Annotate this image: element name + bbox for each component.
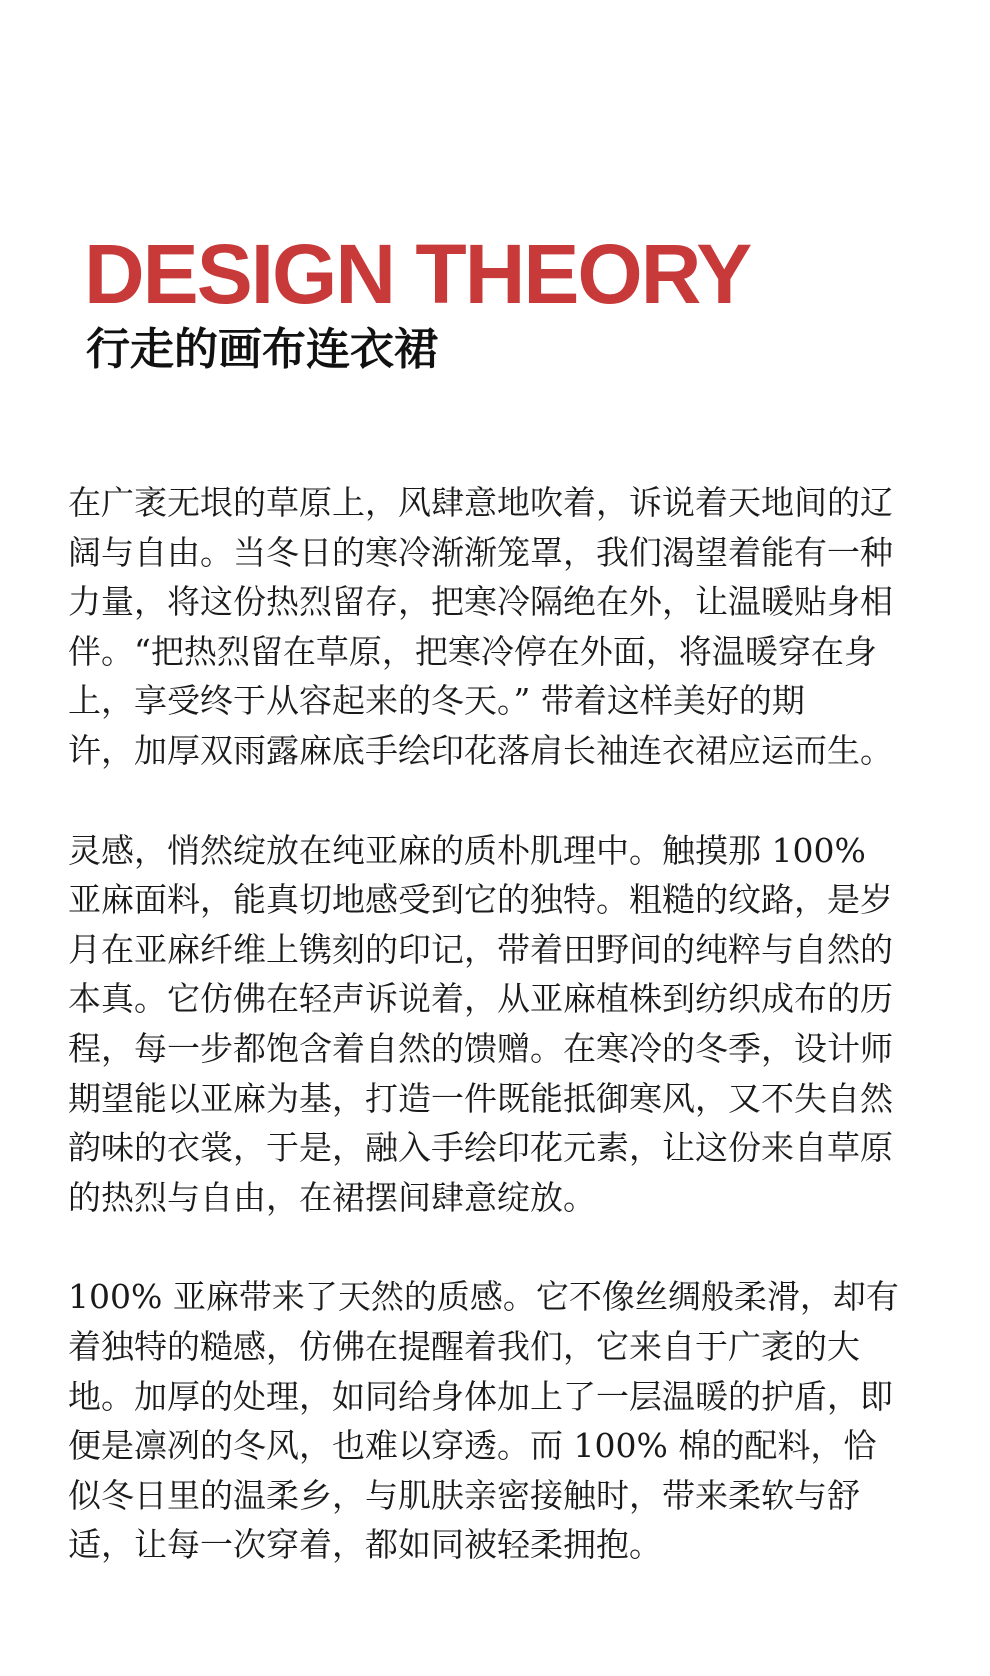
text-line: 灵感，悄然绽放在纯亚麻的质朴肌理中。触摸那 100% xyxy=(68,830,866,870)
paragraph-material xyxy=(68,1272,928,1570)
text-line: 程，每一步都饱含着自然的馈赠。在寒冷的冬季，设计师 xyxy=(68,1028,893,1068)
text-line: 期望能以亚麻为基，打造一件既能抵御寒风，又不失自然 xyxy=(68,1078,893,1118)
article-body xyxy=(68,478,928,1620)
text-line: 便是凛冽的冬风，也难以穿透。而 100% 棉的配料，恰 xyxy=(68,1426,877,1466)
text-line: 似冬日里的温柔乡，与肌肤亲密接触时，带来柔软与舒 xyxy=(68,1475,860,1515)
text-line: 亚麻面料，能真切地感受到它的独特。粗糙的纹路，是岁 xyxy=(68,880,893,920)
text-line: 许，加厚双雨露麻底手绘印花落肩长袖连衣裙应运而生。 xyxy=(68,730,893,770)
text-line: 韵味的衣裳，于是，融入手绘印花元素，让这份来自草原 xyxy=(68,1128,893,1168)
text-line: 力量，将这份热烈留存，把寒冷隔绝在外，让温暖贴身相 xyxy=(68,582,893,622)
text-line: 地。加厚的处理，如同给身体加上了一层温暖的护盾，即 xyxy=(68,1376,893,1416)
text-line: 的热烈与自由，在裙摆间肆意绽放。 xyxy=(68,1177,596,1217)
text-line: 适，让每一次穿着，都如同被轻柔拥抱。 xyxy=(68,1525,662,1565)
text-line: 伴。“把热烈留在草原，把寒冷停在外面，将温暖穿在身 xyxy=(68,631,877,671)
text-line: 阔与自由。当冬日的寒冷渐渐笼罩，我们渴望着能有一种 xyxy=(68,532,893,572)
heading-block xyxy=(84,228,750,376)
text-line: 100% 亚麻带来了天然的质感。它不像丝绸般柔滑，却有 xyxy=(68,1277,899,1317)
text-line: 在广袤无垠的草原上，风肆意地吹着，诉说着天地间的辽 xyxy=(68,483,893,522)
title-english: DESIGN THEORY xyxy=(84,227,751,321)
text-line: 着独特的糙感，仿佛在提醒着我们，它来自于广袤的大 xyxy=(68,1326,860,1366)
title-chinese: 行走的画布连衣裙 xyxy=(86,324,438,375)
paragraph-inspiration xyxy=(68,826,928,1223)
text-line: 上，享受终于从容起来的冬天。” 带着这样美好的期 xyxy=(68,681,805,721)
text-line: 本真。它仿佛在轻声诉说着，从亚麻植株到纺织成布的历 xyxy=(68,979,893,1019)
paragraph-intro xyxy=(68,478,928,776)
text-line: 月在亚麻纤维上镌刻的印记，带着田野间的纯粹与自然的 xyxy=(68,929,893,969)
